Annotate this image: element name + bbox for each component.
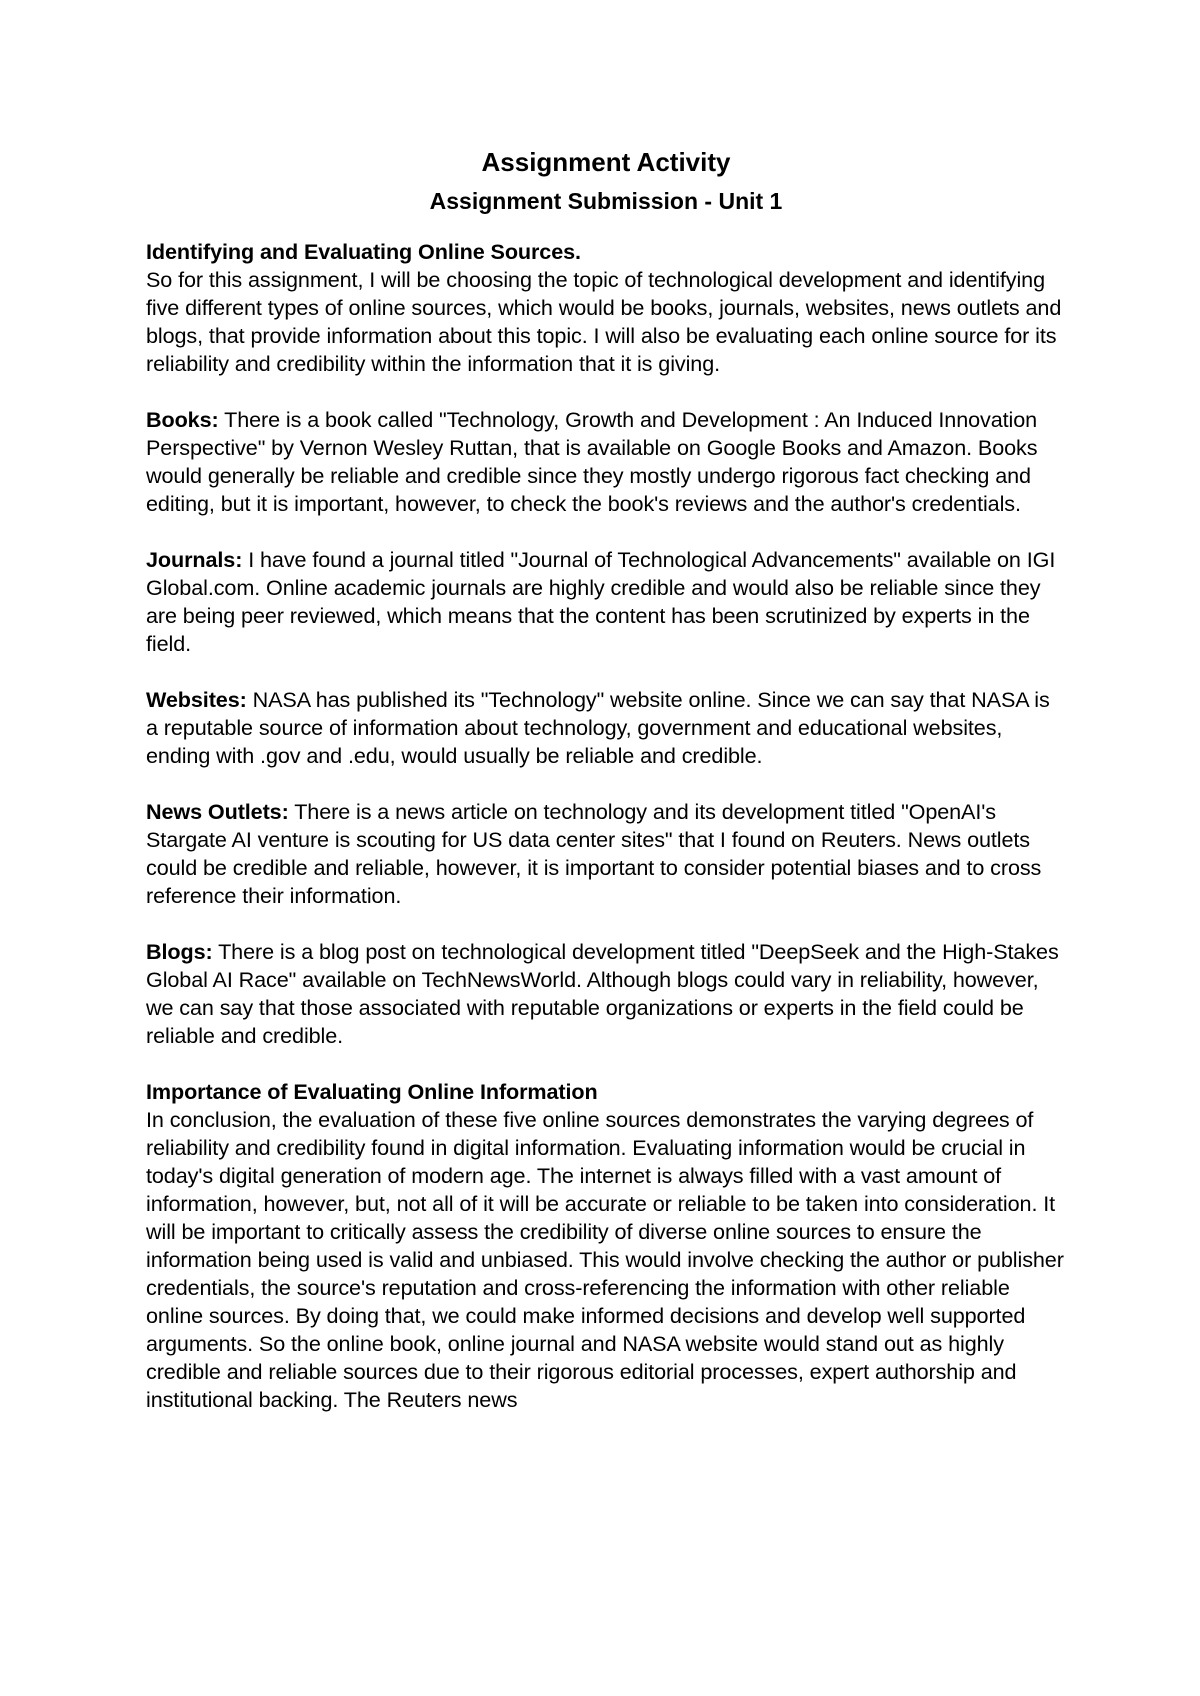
news-outlets-text: There is a news article on technology and its development titled "OpenAI's Stargate AI venture is scouting for US data center sites" that I found on Reuters. News outlets could be credible and reliable, however, it is important to consider potential biases and to cross reference their information.	[146, 799, 1042, 908]
page-title: Assignment Activity	[481, 147, 731, 177]
journals-label: Journals:	[146, 547, 243, 572]
books-text: There is a book called "Technology, Growth and Development : An Induced Innovation Perspective" by Vernon Wesley Ruttan, that is available on Google Books and Amazon. Books would generally be reliable and credible since they mostly undergo rigorous fact checking and editing, but it is important, however, to check the book's reviews and the author's credentials.	[146, 407, 1038, 516]
books-paragraph	[146, 406, 1066, 518]
news-outlets-label: News Outlets:	[146, 799, 289, 824]
intro-text: So for this assignment, I will be choosing the topic of technological development and identifying five different types of online sources, which would be books, journals, websites, news outlets and blogs, that provide information about this topic. I will also be evaluating each online source for its reliability and credibility within the information that it is giving.	[146, 267, 1062, 376]
conclusion-heading: Importance of Evaluating Online Information	[146, 1079, 598, 1104]
page-subtitle: Assignment Submission - Unit 1	[429, 188, 783, 214]
intro-paragraph	[146, 238, 1066, 378]
websites-text: NASA has published its "Technology" website online. Since we can say that NASA is a reputable source of information about technology, government and educational websites, ending with .gov and .edu, would usually be reliable and credible.	[146, 687, 1050, 768]
websites-label: Websites:	[146, 687, 247, 712]
conclusion-text: In conclusion, the evaluation of these five online sources demonstrates the varying degrees of reliability and credibility found in digital information. Evaluating information would be crucial in today's digital generation of modern age. The internet is always filled with a vast amount of information, however, but, not all of it will be accurate or reliable to be taken into consideration. It will be important to critically assess the credibility of diverse online sources to ensure the information being used is valid and unbiased. This would involve checking the author or publisher credentials, the source's reputation and cross-referencing the information with other reliable online sources. By doing that, we could make informed decisions and develop well supported arguments. So the online book, online journal and NASA website would stand out as highly credible and reliable sources due to their rigorous editorial processes, expert authorship and institutional backing. The Reuters news	[146, 1107, 1064, 1412]
document-body	[146, 146, 1066, 1442]
blogs-paragraph	[146, 938, 1066, 1050]
conclusion-paragraph	[146, 1078, 1066, 1414]
journals-text: I have found a journal titled "Journal of Technological Advancements" available on IGI Global.com. Online academic journals are highly credible and would also be reliable since they are being peer reviewed, which means that the content has been scrutinized by experts in the field.	[146, 547, 1056, 656]
blogs-label: Blogs:	[146, 939, 213, 964]
journals-paragraph	[146, 546, 1066, 658]
intro-heading: Identifying and Evaluating Online Sources.	[146, 239, 581, 264]
websites-paragraph	[146, 686, 1066, 770]
news-outlets-paragraph	[146, 798, 1066, 910]
books-label: Books:	[146, 407, 219, 432]
blogs-text: There is a blog post on technological development titled "DeepSeek and the High-Stakes Global AI Race" available on TechNewsWorld. Although blogs could vary in reliability, however, we can say that those associated with reputable organizations or experts in the field could be reliable and credible.	[146, 939, 1059, 1048]
